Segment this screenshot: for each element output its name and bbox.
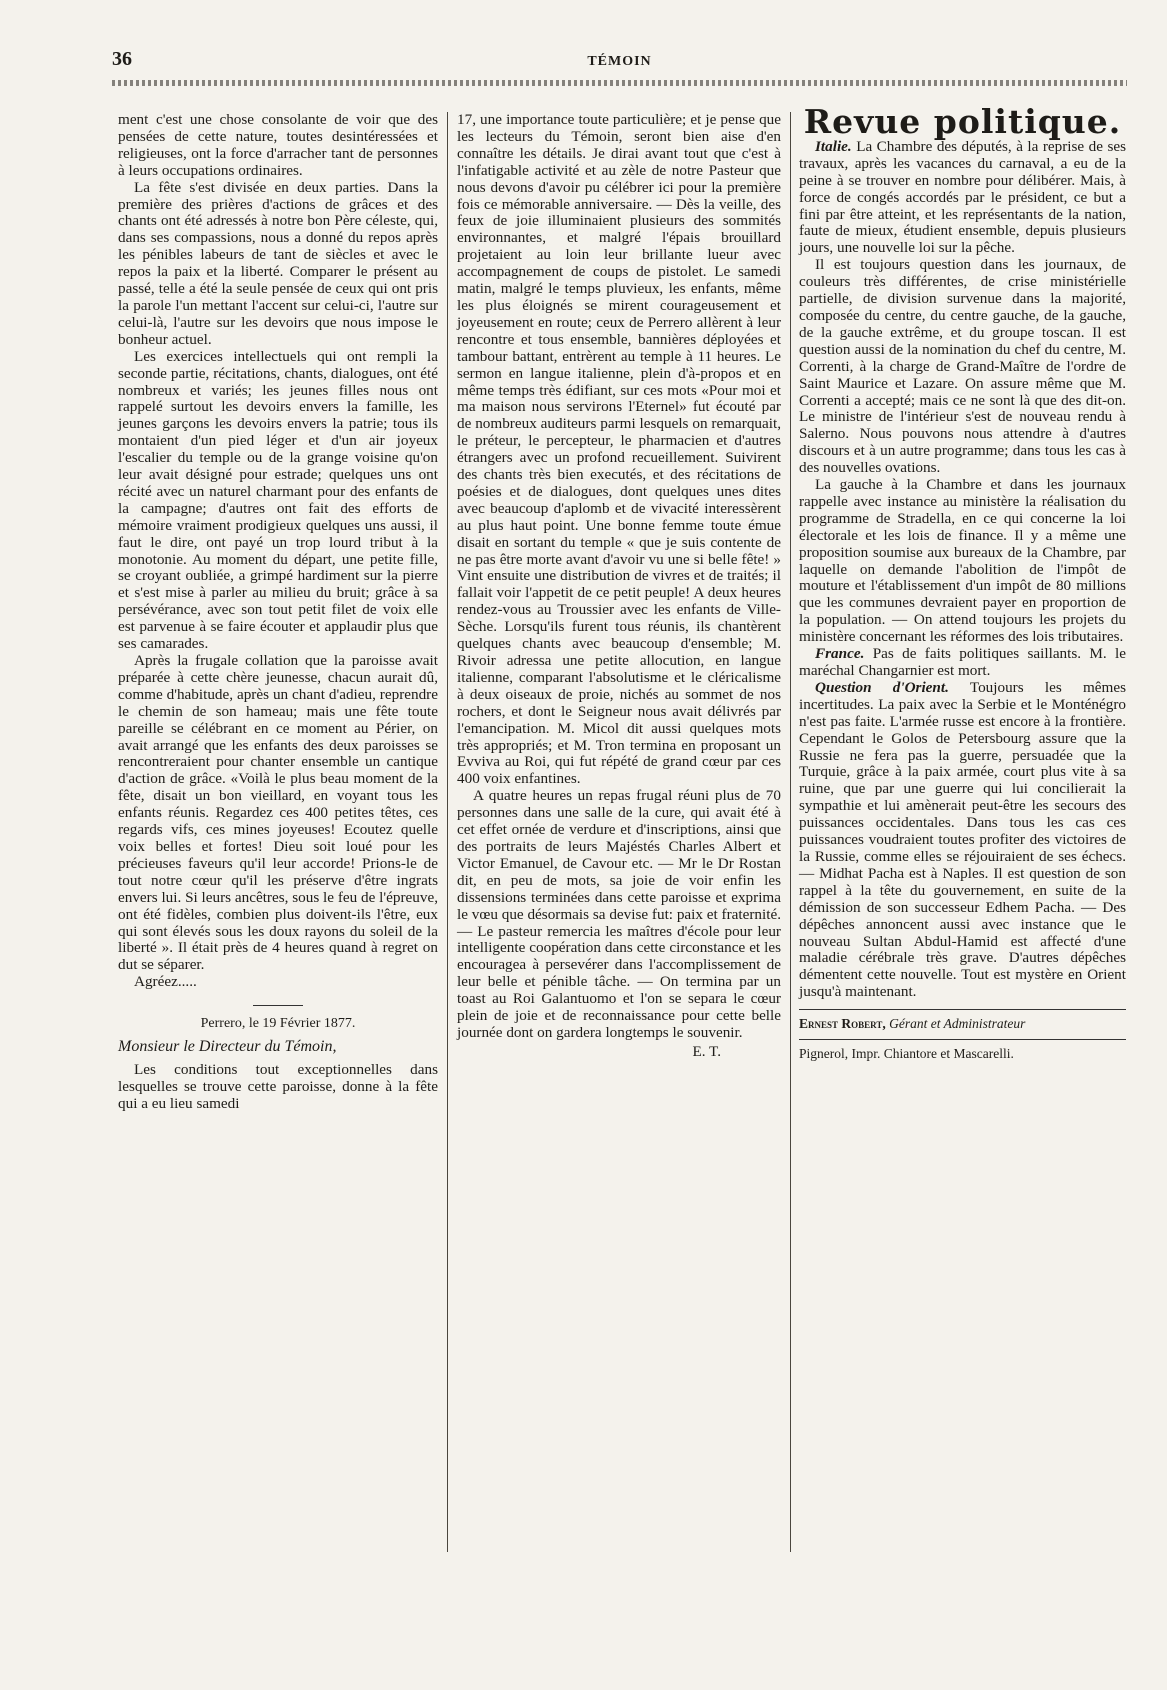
paragraph: 17, une importance toute particulière; et je pense que les lecteurs du Témoin, seront bien aise d'en connaître les détails. Je dirai avant tout que c'est à l'infatigable activité et au zèle de notre Pasteur que nous devons d'avoir pu célébrer ici pour la première fois ce mémorable anniversaire. — Dès la veille, des feux de joie illuminaient plusieurs des sommités environnantes, et malgré l'épais brouillard projetaient au loin leur brillante lueur avec accompagnement de coups de pistolet. Le samedi matin, malgré le temps pluvieux, les enfants, même les plus éloignés se mirent courageusement et joyeusement en route; ceux de Perrero allèrent à leur rencontre et tous ensemble, bannières déployées et tambour battant, entrèrent au temple à 11 heures. Le sermon en langue italienne, plein d'à-propos et en même temps très édifiant, sur ces mots «Pour moi et ma maison nous servirons l'Eternel» fut écouté par de nombreux auditeurs parmi lesquels on remarquait, le préteur, le percepteur, le pharmacien et d'autres étrangers avec un profond recueillement. Suivirent des chants très bien executés, et des récitations de poésies et de dialogues, dont quelques unes dites avec beaucoup d'aplomb et de vivacité interessèrent au plus haut point. Une bonne femme toute émue disait en sortant du temple « que je suis contente de ne pas être morte avant d'avoir vu une si belle fête! » Vint ensuite une distribution de vivres et de traités; il fallait voir l'appetit de ce petit peuple! A deux heures rendez-vous au Troussier avec les enfants de Ville-Sèche. Lorsqu'ils furent tous réunis, ils chantèrent quelques chants avec beaucoup d'ensemble; M. Rivoir adressa une petite allocution, en langue italienne, comparant l'absolutisme et le cléricalisme à deux oiseaux de proie, nichés au sommet de nos rochers, et dont le Seigneur nous avait délivrés par l'emancipation. M. Micol dit aussi quelques mots très appropriés; et M. Tron termina en proposant un Evviva au Roi, qui fut répété de grand cœur par ces 400 voix enfantines.: [457, 111, 781, 788]
letter-heading: Monsieur le Directeur du Témoin,: [118, 1038, 337, 1056]
closing: Agréez.....: [134, 973, 197, 991]
page-header: [112, 48, 1127, 78]
paragraph: A quatre heures un repas frugal réuni plus de 70 personnes dans une salle de la cure, qui avait été à cet effet ornée de verdure et d'inscriptions, ainsi que des portraits de leurs Majéstés Charles Albert et Victor Emanuel, de Cavour etc. — Mr le Dr Rostan dit, en peu de mots, sa joie de voir enfin les dissensions terminées dans cette paroisse et exprima le vœu que désormais sa devise fut: paix et fraternité. — Le pasteur remercia les maîtres d'école pour leur intelligente coopération dans cette circonstance et les encouragea à persevérer dans l'accomplissement de leur belle et pénible tâche. — On termina par un toast au Roi Galantuomo et l'on se separa le cœur plein de joie et de reconnaissance pour cette belle journée dont on gardera longtemps le souvenir.: [457, 787, 781, 1041]
text: La Chambre des députés, à la reprise de ses travaux, après les vacances du carnaval, a eu de la peine à se trouver en nombre pour délibérer. Mais, à force de congés accordés par le président, ce but a fini par être atteint, et les représentants de la nation, faute de mieux, étudient ensemble, depuis plusieurs jours, une nouvelle loi sur la pêche.: [799, 137, 1127, 257]
page-number: 36: [112, 48, 132, 70]
paragraph: Les exercices intellectuels qui ont rempli la seconde partie, récitations, chants, dialogues, ont été nombreux et variés; les jeunes filles nous ont rappelé surtout les devoirs envers la famille, les jeunes garçons les devoirs envers la patrie; tous ils montaient d'un pied léger et d'un air joyeux l'escalier du temple ou de la grange voisine qu'on leur avait désigné pour estrade; quelques uns ont récité avec un naturel charmant pour des enfants de la campagne; d'autres ont fait des efforts de mémoire vraiment prodigieux quelques uns aussi, il faut le dire, ont payé un trop lourd tribut à la monotonie. Au moment du départ, une petite fille, se croyant oubliée, a grimpé hardiment sur la pierre et s'est mise à parler au milieu du bruit; grâce à sa persévérance, avec son tout petit filet de voix elle est parvenue à se faire écouter et applaudir plus que ses camarades.: [118, 347, 438, 653]
paragraph: Après la frugale collation que la paroisse avait préparée à cette chère jeunesse, chacun aurait dû, comme d'habitude, après un chant d'adieu, reprendre le chemin de son hameau; mais une fête toute pareille se célébrant en ce moment au Périer, on avait arrangé que les enfants des deux paroisses se rencontreraient pour chanter ensemble un cantique d'action de grâce. «Voilà le plus beau moment de la fête, disait un bon vieillard, en voyant tous les enfants réunis. Regardez ces 400 petites têtes, ces regards vifs, ces mines joyeuses! Ecoutez quelle voix belles et fortes! Dieu soit loué pour les précieuses faveurs qu'il leur accorde! Prions-le de tout notre cœur qu'il les préserve d'être ingrats envers lui. Si leurs ancêtres, sous le feu de l'épreuve, ont été fidèles, combien plus doivent-ils l'être, eux qui sont élevés sous les doux rayons du soleil de la liberté ». Il était près de 4 heures quand à regret on dut se séparer.: [118, 652, 438, 974]
journal-name: TÉMOIN: [587, 54, 652, 69]
signature: E. T.: [692, 1042, 721, 1060]
separator: [253, 1005, 303, 1006]
section-title: Revue politique.: [803, 102, 1122, 141]
column-1: [118, 112, 438, 1113]
paragraph: [799, 646, 1126, 680]
paragraph: Il est toujours question dans les journaux, de couleurs très différentes, de crise ministérielle partielle, de division survenue dans la majorité, composée du centre, du centre gauche, de la gauche, de la gauche extrême, et du groupe toscan. Il est question aussi de la nomination du chef du centre, M. Correnti, à la charge de Grand-Maître de l'ordre de Saint Maurice et Lazare. On assure même que M. Correnti a accepté; mais ce ne sont là que des dit-on. Le ministre de l'intérieur s'est de nouveau rendu à Salerno. Nous pouvons nous attendre à d'autres discours et à un autre programme; dans tous les cas à des nouvelles ovations.: [799, 256, 1126, 477]
dateline: Perrero, le 19 Février 1877.: [200, 1016, 356, 1032]
rubric-france: France.: [815, 645, 865, 663]
text: Toujours les mêmes incertitudes. La paix avec la Serbie et le Monténégro n'est pas faite. L'armée russe est encore à la frontière. Cependant le Golos de Petersbourg assure que la Russie ne fera pas la guerre, persuadée que la Turquie, grâce à la paix armée, court plus vite à sa ruine, que par une guerre qui lui concilierait la sympathie et lui amènerait peut-être les secours des puissances occidentales. Dans tous les cas ces puissances voudraient toutes profiter des victoires de la Russie, comme elles se réjouiraient de ses échecs. — Midhat Pacha est à Naples. Il est question de son rappel à la tête du gouvernement, en suite de la démission de son successeur Edhem Pacha. — Des dépêches annoncent aussi avec instance que le nouveau Sultan Abdul-Hamid est affecté d'une maladie cérébrale très grave. D'autres dépêches démentent cette nouvelle. Tout est mystère en Orient jusqu'à maintenant.: [799, 678, 1127, 1001]
paragraph: Les conditions tout exceptionnelles dans lesquelles se trouve cette paroisse, donne à la fête qui a eu lieu samedi: [118, 1060, 438, 1112]
paragraph: La gauche à la Chambre et dans les journaux rappelle avec instance au ministère la réalisation du programme de Stradella, en ce qui concerne la loi électorale et les lois de finance. Il y a même une proposition soumise aux bureaux de la Chambre, par laquelle on demande l'abolition de l'impôt de mouture et l'établissement d'un impôt de 80 millions que les communes devraient payer en proportion de la population. — On attend toujours les projets du ministère concernant les réformes des lois tributaires.: [799, 476, 1126, 646]
rubric-italie: Italie.: [815, 137, 852, 155]
column-divider: [447, 112, 448, 1552]
column-divider: [790, 112, 791, 1552]
rubric-orient: Question d'Orient.: [815, 678, 949, 696]
column-3: [799, 102, 1127, 1063]
manager-name: Ernest Robert,: [799, 1016, 886, 1032]
paragraph: ment c'est une chose consolante de voir que des pensées de cette nature, toutes desintéressées et religieuses, ont la force d'arracher tant de personnes à leurs occupations ordinaires.: [118, 111, 438, 179]
paragraph: La fête s'est divisée en deux parties. Dans la première des prières d'actions de grâces et des chants ont été adressés à notre bon Père céleste, qui, dans ses compassions, nous a donné du repos après les pénibles labeurs de tant de siècles et avec le repos la paix et la liberté. Comparer le présent au passé, telle a été la seule pensée de ceux qui ont pris la parole l'un mettant l'accent sur celui-ci, l'autre sur celui-là, l'autre sur les devoirs que nous impose le bonheur actuel.: [118, 178, 438, 348]
paragraph: [799, 680, 1126, 1001]
header-rule: [112, 80, 1127, 86]
footer-manager: [799, 1016, 1126, 1033]
paragraph: [799, 139, 1126, 257]
column-2: [457, 112, 781, 1061]
footer-rule: [799, 1009, 1126, 1010]
footer-rule: [799, 1039, 1126, 1040]
text: Pas de faits politiques saillants. M. le maréchal Changarnier est mort.: [799, 645, 1127, 679]
footer-printer: Pignerol, Impr. Chiantore et Mascarelli.: [799, 1046, 1014, 1062]
manager-role: Gérant et Administrateur: [889, 1016, 1026, 1032]
